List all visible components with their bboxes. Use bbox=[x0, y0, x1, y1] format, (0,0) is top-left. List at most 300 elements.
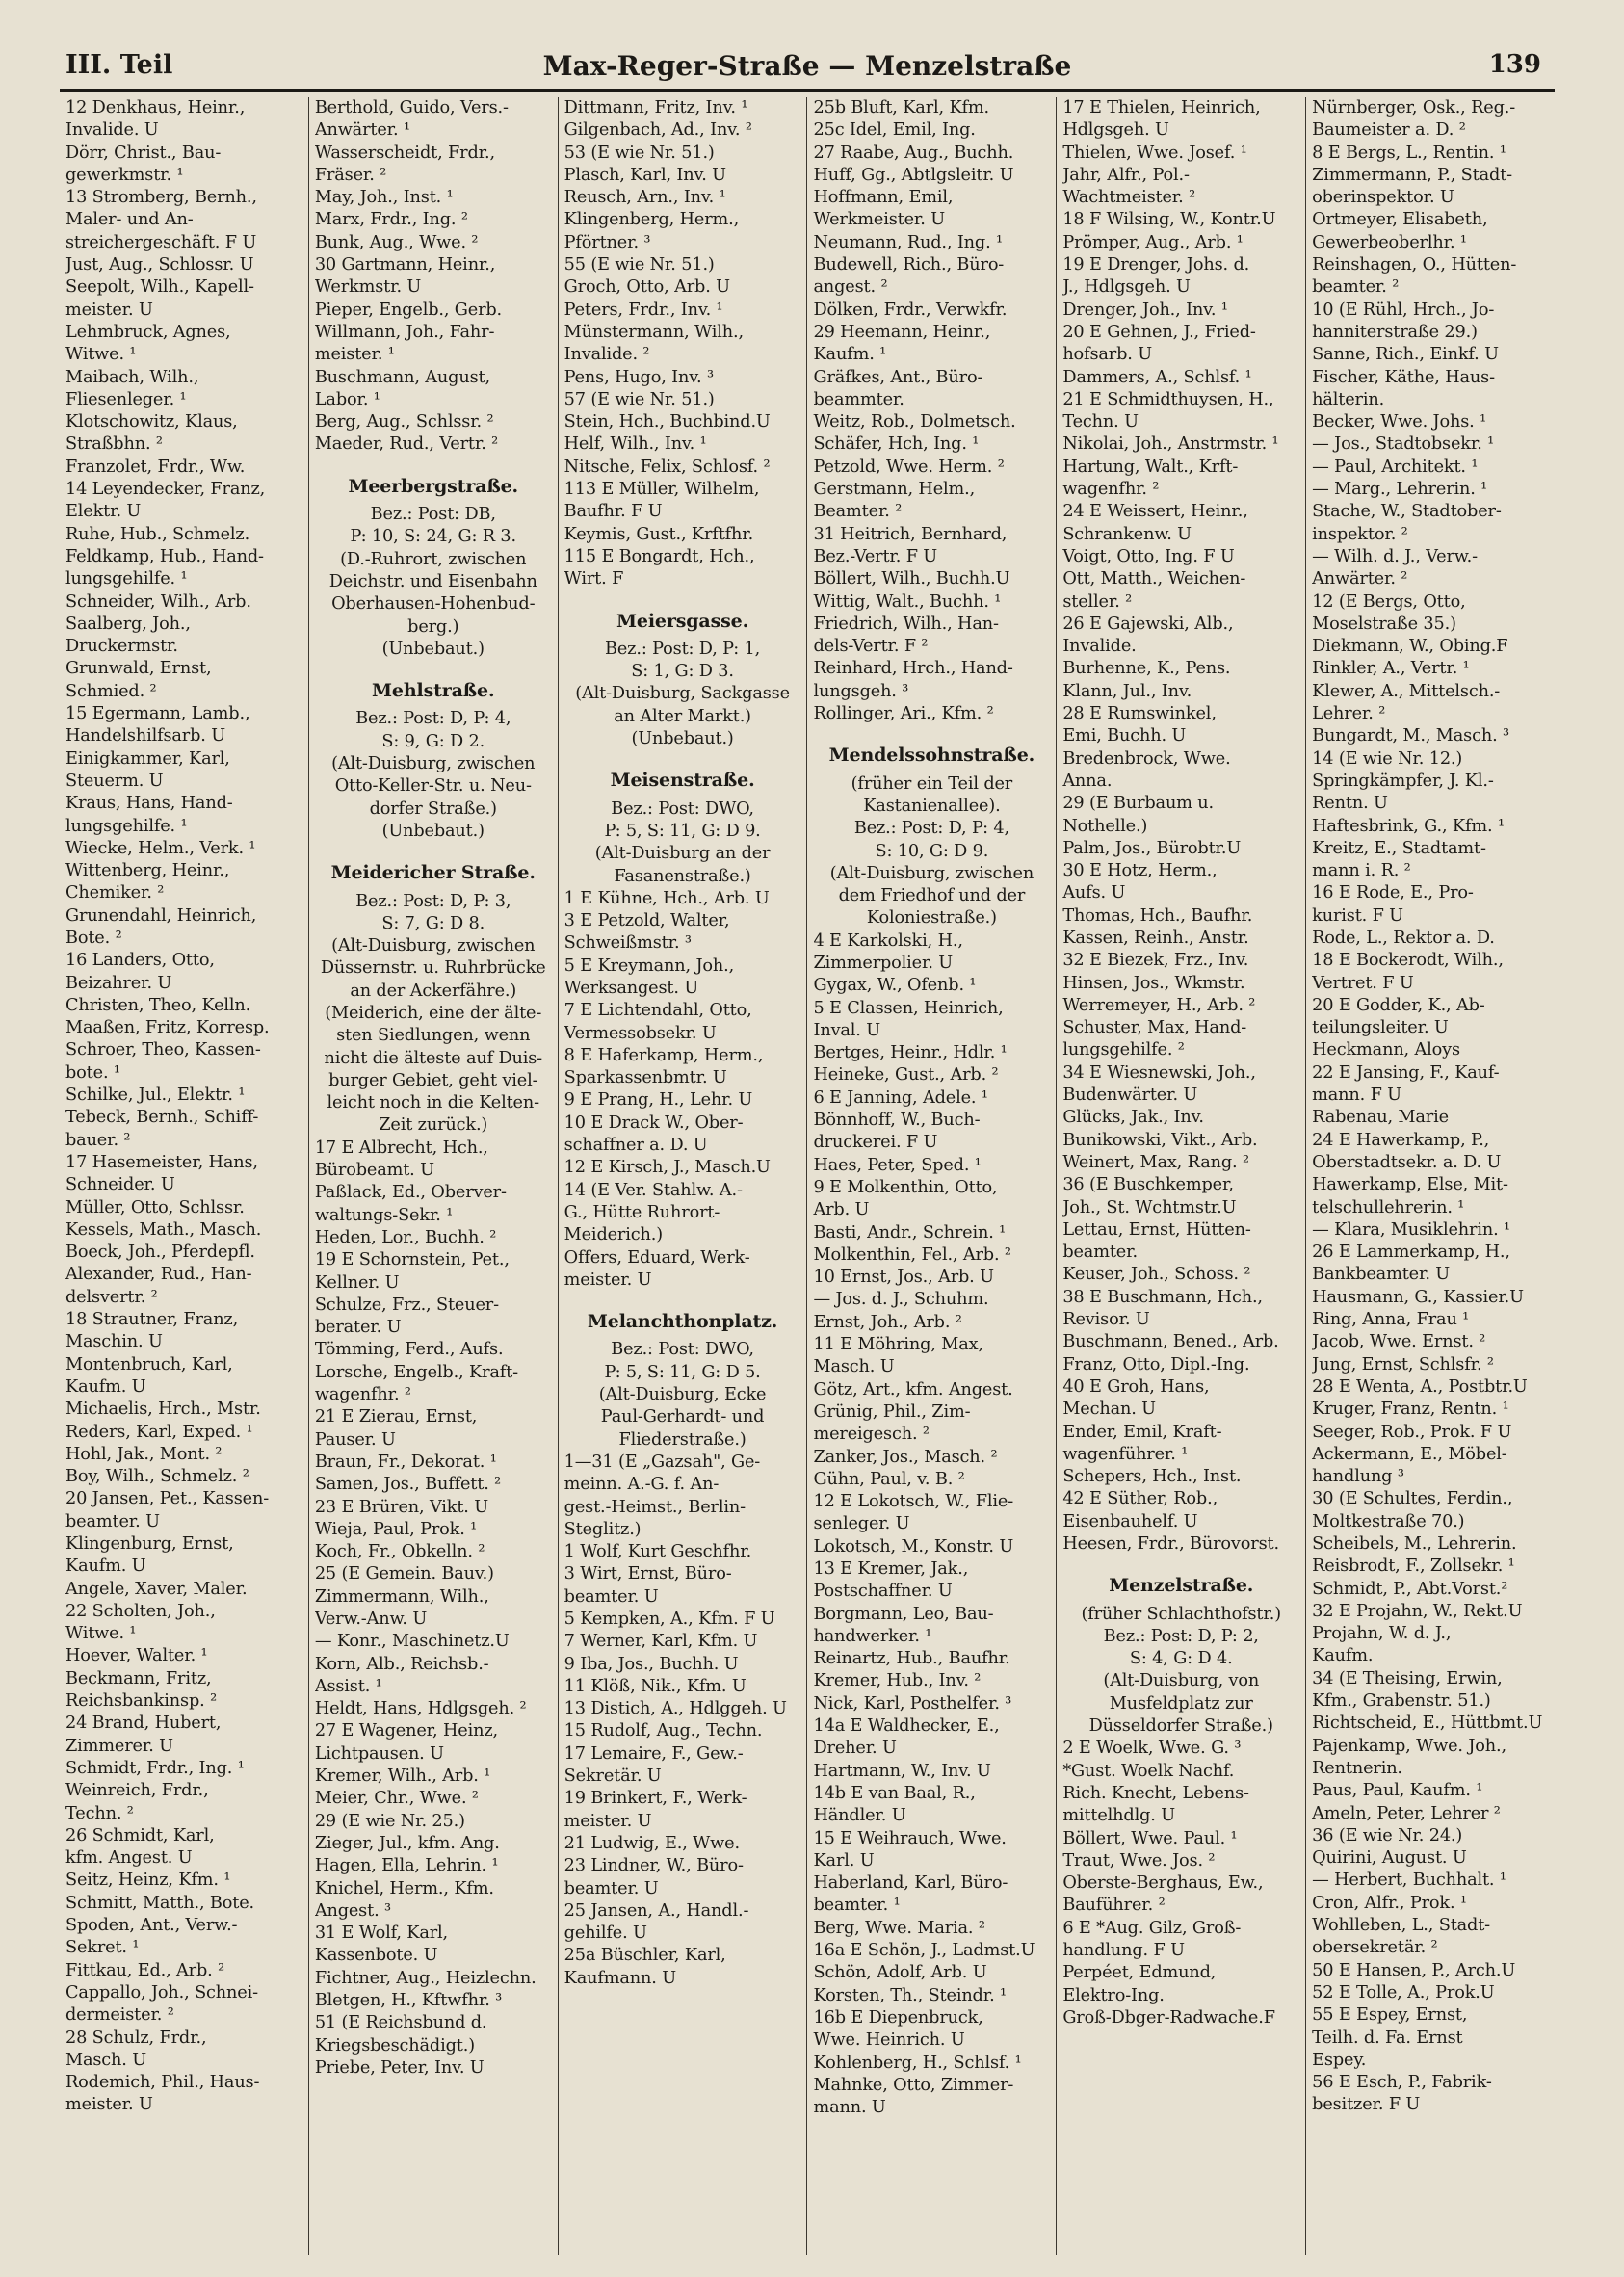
directory-entry: Zimmerer. U bbox=[65, 1736, 173, 1756]
directory-entry: Weitz, Rob., Dolmetsch. bbox=[813, 412, 1016, 432]
street-info: S: 9, G: D 2. bbox=[381, 731, 485, 751]
directory-entry: 25b Bluft, Karl, Kfm. bbox=[813, 98, 990, 118]
directory-entry: 55 (E wie Nr. 51.) bbox=[563, 255, 715, 275]
directory-entry: 34 E Wiesnewski, Joh., bbox=[1062, 1062, 1256, 1083]
directory-entry: 30 E Hotz, Herm., bbox=[1062, 861, 1218, 881]
directory-entry: Elektro-Ing. bbox=[1062, 1985, 1165, 2005]
directory-entry: — Jos. d. J., Schuhm. bbox=[813, 1290, 989, 1310]
directory-entry: Kaufmann. U bbox=[563, 1968, 676, 1988]
directory-entry: Korsten, Th., Steindr. ¹ bbox=[813, 1985, 1007, 2005]
directory-column-1 bbox=[60, 97, 309, 2255]
directory-entry: Nick, Karl, Posthelfer. ³ bbox=[813, 1693, 1012, 1714]
directory-entry: Händler. U bbox=[813, 1806, 906, 1826]
street-info: (früher ein Teil der bbox=[851, 773, 1013, 794]
directory-entry: Klewer, A., Mittelsch.- bbox=[1312, 681, 1501, 701]
directory-entry: Reichsbankinsp. ² bbox=[65, 1691, 218, 1712]
street-info: S: 10, G: D 9. bbox=[875, 841, 989, 861]
directory-entry: Masch. U bbox=[65, 2050, 146, 2070]
directory-entry: 21 E Zierau, Ernst, bbox=[314, 1407, 478, 1427]
directory-entry: handlung. F U bbox=[1062, 1941, 1185, 1961]
street-info: (Alt-Duisburg, Ecke bbox=[598, 1385, 767, 1405]
directory-entry: 14 (E Ver. Stahlw. A.- bbox=[563, 1180, 743, 1200]
directory-entry: Klotschowitz, Klaus, bbox=[65, 412, 238, 432]
directory-entry: Borgmann, Leo, Bau- bbox=[813, 1604, 994, 1624]
directory-entry: 18 F Wilsing, W., Kontr.U bbox=[1062, 210, 1276, 230]
directory-entry: Ameln, Peter, Lehrer ² bbox=[1312, 1803, 1501, 1823]
directory-entry: Schmidt, Frdr., Ing. ¹ bbox=[65, 1758, 245, 1778]
directory-entry: Invalide. ² bbox=[563, 345, 650, 365]
directory-entry: handwerker. ¹ bbox=[813, 1626, 932, 1646]
directory-entry: Werkmstr. U bbox=[314, 277, 422, 298]
directory-entry: hanniterstraße 29.) bbox=[1312, 322, 1478, 342]
directory-entry: — Paul, Architekt. ¹ bbox=[1312, 457, 1479, 477]
directory-entry: Reinshagen, O., Hütten- bbox=[1312, 255, 1517, 275]
directory-entry: Offers, Eduard, Werk- bbox=[563, 1247, 750, 1268]
directory-entry: Wohlleben, L., Stadt- bbox=[1312, 1916, 1491, 1936]
directory-entry: bote. ¹ bbox=[65, 1062, 120, 1083]
directory-entry: meister. ¹ bbox=[314, 345, 395, 365]
directory-entry: Kreitz, E., Stadtamt- bbox=[1312, 838, 1486, 858]
street-info: Fliederstraße.) bbox=[618, 1429, 747, 1450]
directory-entry: Werksangest. U bbox=[563, 978, 699, 998]
directory-entry: Anna. bbox=[1062, 771, 1113, 791]
directory-entry: Zimmermann, Wilh., bbox=[314, 1586, 489, 1607]
directory-entry: meister. U bbox=[65, 2095, 153, 2115]
directory-entry: Schön, Adolf, Arb. U bbox=[813, 1963, 987, 1983]
directory-entry: 12 Denkhaus, Heinr., bbox=[65, 98, 246, 118]
directory-entry: Hinsen, Jos., Wkmstr. bbox=[1062, 973, 1245, 993]
directory-entry: 20 E Godder, K., Ab- bbox=[1312, 995, 1485, 1015]
directory-entry: 115 E Bongardt, Hch., bbox=[563, 546, 755, 566]
directory-entry: Witwe. ¹ bbox=[65, 345, 137, 365]
directory-entry: Just, Aug., Schlossr. U bbox=[65, 255, 254, 275]
directory-entry: Ortmeyer, Elisabeth, bbox=[1312, 210, 1488, 230]
directory-entry: Cappallo, Joh., Schnei- bbox=[65, 1982, 258, 2002]
street-info: Bez.: Post: D, P: 4, bbox=[355, 709, 511, 729]
directory-entry: Haftesbrink, G., Kfm. ¹ bbox=[1312, 816, 1505, 836]
directory-entry: Thomas, Hch., Baufhr. bbox=[1062, 905, 1253, 926]
directory-entry: Hawerkamp, Else, Mit- bbox=[1312, 1175, 1508, 1195]
directory-entry: 113 E Müller, Wilhelm, bbox=[563, 480, 760, 500]
directory-entry: wagenfhr. ² bbox=[1062, 480, 1160, 500]
directory-entry: Verw.-Anw. U bbox=[314, 1610, 428, 1629]
directory-entry: 17 E Thielen, Heinrich, bbox=[1062, 98, 1261, 118]
directory-entry: Ruhe, Hub., Schmelz. bbox=[65, 524, 250, 544]
directory-entry: Arb. U bbox=[813, 1200, 870, 1220]
directory-entry: 28 Schulz, Frdr., bbox=[65, 2028, 207, 2048]
directory-entry: Götz, Art., kfm. Angest. bbox=[813, 1379, 1013, 1400]
directory-entry: Diekmann, W., Obing.F bbox=[1312, 637, 1508, 657]
directory-entry: Perpéet, Edmund, bbox=[1062, 1963, 1217, 1983]
directory-entry: Keuser, Joh., Schoss. ² bbox=[1062, 1265, 1251, 1285]
directory-entry: bauer. ² bbox=[65, 1130, 131, 1150]
directory-entry: Groch, Otto, Arb. U bbox=[563, 277, 730, 298]
directory-entry: Kellner. U bbox=[314, 1272, 400, 1293]
directory-entry: Kruger, Franz, Rentn. ¹ bbox=[1312, 1400, 1509, 1420]
directory-entry: 15 Egermann, Lamb., bbox=[65, 704, 250, 724]
street-info: (Alt-Duisburg, Sackgasse bbox=[575, 684, 790, 704]
directory-entry: Reders, Karl, Exped. ¹ bbox=[65, 1422, 253, 1442]
directory-entry: Budewell, Rich., Büro- bbox=[813, 255, 1005, 275]
directory-entry: Bertges, Heinr., Hdlr. ¹ bbox=[813, 1043, 1008, 1063]
directory-entry: Weinert, Max, Rang. ² bbox=[1062, 1152, 1249, 1172]
directory-entry: Becker, Wwe. Johs. ¹ bbox=[1312, 412, 1487, 432]
street-info: Bez.: Post: DWO, bbox=[611, 798, 754, 819]
directory-entry: Masch. U bbox=[813, 1357, 895, 1377]
directory-entry: Jacob, Wwe. Ernst. ² bbox=[1312, 1332, 1486, 1352]
directory-entry: beamter. U bbox=[563, 1586, 659, 1607]
directory-entry: 57 (E wie Nr. 51.) bbox=[563, 389, 715, 409]
directory-entry: Emi, Buchh. U bbox=[1062, 726, 1187, 746]
street-info: Fasanenstraße.) bbox=[614, 866, 751, 886]
directory-entry: beamter. ¹ bbox=[813, 1896, 901, 1916]
directory-entry: Schrankenw. U bbox=[1062, 524, 1192, 544]
directory-entry: hofsarb. U bbox=[1062, 345, 1152, 365]
directory-entry: Weinreich, Frdr., bbox=[65, 1781, 209, 1801]
directory-entry: Berthold, Guido, Vers.- bbox=[314, 98, 509, 118]
directory-entry: wagenfhr. ² bbox=[314, 1385, 411, 1405]
directory-entry: Hartung, Walt., Krft- bbox=[1062, 457, 1239, 477]
directory-entry: Bote. ² bbox=[65, 928, 122, 948]
directory-entry: Steglitz.) bbox=[563, 1519, 642, 1539]
directory-entry: Dreher. U bbox=[813, 1739, 897, 1759]
directory-entry: Inval. U bbox=[813, 1020, 881, 1040]
directory-entry: Pajenkamp, Wwe. Joh., bbox=[1312, 1736, 1506, 1756]
directory-entry: gehilfe. U bbox=[563, 1924, 647, 1944]
directory-entry: Kaufm. U bbox=[65, 1557, 146, 1577]
directory-entry: Reisbrodt, F., Zollsekr. ¹ bbox=[1312, 1557, 1515, 1577]
directory-entry: Ring, Anna, Frau ¹ bbox=[1312, 1310, 1470, 1330]
directory-entry: 12 E Lokotsch, W., Flie- bbox=[813, 1492, 1014, 1512]
directory-entry: Lehmbruck, Agnes, bbox=[65, 322, 231, 342]
directory-entry: mann. U bbox=[813, 2098, 886, 2118]
directory-entry: Kriegsbeschädigt.) bbox=[314, 2035, 475, 2055]
directory-entry: 5 Kempken, A., Kfm. F U bbox=[563, 1610, 775, 1629]
directory-entry: Straßbhn. ² bbox=[65, 434, 163, 455]
directory-entry: Revisor. U bbox=[1062, 1310, 1150, 1330]
directory-entry: 15 Rudolf, Aug., Techn. bbox=[563, 1721, 763, 1741]
directory-entry: Marx, Frdr., Ing. ² bbox=[314, 210, 468, 230]
street-info: Otto-Keller-Str. u. Neu- bbox=[334, 776, 532, 797]
directory-entry: Stein, Hch., Buchbind.U bbox=[563, 412, 771, 432]
directory-entry: 31 Heitrich, Bernhard, bbox=[813, 524, 1008, 544]
directory-entry: Bez.-Vertr. F U bbox=[813, 546, 938, 566]
directory-entry: Heesen, Frdr., Bürovorst. bbox=[1062, 1534, 1279, 1554]
directory-entry: 32 E Projahn, W., Rekt.U bbox=[1312, 1601, 1523, 1621]
directory-entry: 5 E Kreymann, Joh., bbox=[563, 955, 735, 976]
directory-entry: Grunwald, Ernst, bbox=[65, 659, 212, 679]
directory-entry: telschullehrerin. ¹ bbox=[1312, 1197, 1465, 1217]
directory-entry: Budenwärter. U bbox=[1062, 1086, 1198, 1106]
directory-entry: Rentnerin. bbox=[1312, 1758, 1402, 1778]
directory-entry: Hdlgsgeh. U bbox=[1062, 120, 1169, 141]
directory-entry: 19 E Drenger, Johs. d. bbox=[1062, 255, 1250, 275]
directory-entry: Mahnke, Otto, Zimmer- bbox=[813, 2075, 1014, 2095]
directory-entry: Klingenberg, Herm., bbox=[563, 210, 740, 230]
directory-entry: — Jos., Stadtobsekr. ¹ bbox=[1312, 434, 1495, 455]
directory-entry: 18 E Bockerodt, Wilh., bbox=[1312, 951, 1504, 971]
directory-entry: *Gust. Woelk Nachf. bbox=[1062, 1761, 1235, 1781]
directory-entry: Gewerbeoberlhr. ¹ bbox=[1312, 232, 1467, 252]
directory-entry: 19 Brinkert, F., Werk- bbox=[563, 1789, 747, 1809]
directory-entry: Fräser. ² bbox=[314, 165, 387, 185]
directory-entry: Buschmann, August, bbox=[314, 367, 490, 387]
directory-entry: Schulze, Frz., Steuer- bbox=[314, 1295, 499, 1315]
directory-entry: wagenführer. ¹ bbox=[1062, 1444, 1189, 1464]
directory-entry: 30 Gartmann, Heinr., bbox=[314, 255, 496, 275]
directory-entry: Zanker, Jos., Masch. ² bbox=[813, 1447, 998, 1467]
directory-entry: 25a Büschler, Karl, bbox=[563, 1946, 726, 1966]
directory-entry: Rinkler, A., Vertr. ¹ bbox=[1312, 659, 1470, 679]
directory-entry: Invalide. bbox=[1062, 637, 1137, 657]
street-info: Zeit zurück.) bbox=[379, 1115, 488, 1136]
directory-entry: streichergeschäft. F U bbox=[65, 232, 257, 252]
directory-entry: — Klara, Musiklehrin. ¹ bbox=[1312, 1219, 1510, 1240]
directory-entry: 9 E Molkenthin, Otto, bbox=[813, 1177, 998, 1197]
directory-entry: 8 E Haferkamp, Herm., bbox=[563, 1045, 764, 1065]
street-heading: Meisenstraße. bbox=[610, 770, 755, 792]
directory-entry: 28 E Rumswinkel, bbox=[1062, 704, 1217, 724]
directory-entry: Baumeister a. D. ² bbox=[1312, 120, 1466, 141]
directory-entry: Glücks, Jak., Inv. bbox=[1062, 1108, 1204, 1128]
directory-entry: Kaufm. bbox=[1312, 1646, 1374, 1666]
street-info: Kastanienallee). bbox=[863, 796, 1001, 816]
directory-entry: 29 (E wie Nr. 25.) bbox=[314, 1811, 465, 1831]
directory-entry: Ernst, Joh., Arb. ² bbox=[813, 1312, 962, 1332]
directory-entry: 15 E Weihrauch, Wwe. bbox=[813, 1828, 1007, 1848]
directory-entry: Reinartz, Hub., Baufhr. bbox=[813, 1649, 1010, 1669]
directory-entry: Dammers, A., Schlsf. ¹ bbox=[1062, 367, 1252, 387]
directory-entry: Gerstmann, Helm., bbox=[813, 480, 976, 500]
directory-entry: 10 (E Rühl, Hrch., Jo- bbox=[1312, 300, 1495, 320]
directory-entry: kfm. Angest. U bbox=[65, 1848, 193, 1869]
directory-entry: Elektr. U bbox=[65, 502, 142, 522]
directory-entry: Saalberg, Joh., bbox=[65, 614, 191, 634]
directory-entry: Jahr, Alfr., Pol.- bbox=[1062, 165, 1190, 185]
directory-entry: Maschin. U bbox=[65, 1332, 163, 1352]
directory-entry: Neumann, Rud., Ing. ¹ bbox=[813, 232, 1003, 252]
directory-entry: Schilke, Jul., Elektr. ¹ bbox=[65, 1086, 246, 1106]
street-info: Koloniestraße.) bbox=[866, 908, 997, 929]
directory-entry: meister. U bbox=[563, 1269, 652, 1290]
street-info: (Unbebaut.) bbox=[631, 729, 734, 749]
directory-entry: Plasch, Karl, Inv. U bbox=[563, 165, 726, 185]
directory-entry: 11 E Möhring, Max, bbox=[813, 1335, 983, 1355]
directory-entry: 11 Klöß, Nik., Kfm. U bbox=[563, 1676, 747, 1696]
directory-entry: Quirini, August. U bbox=[1312, 1848, 1467, 1869]
directory-entry: 13 Distich, A., Hdlggeh. U bbox=[563, 1699, 787, 1719]
directory-entry: Bungardt, M., Masch. ³ bbox=[1312, 726, 1509, 746]
directory-entry: 25 (E Gemein. Bauv.) bbox=[314, 1564, 494, 1584]
directory-entry: Tebeck, Bernh., Schiff- bbox=[65, 1108, 259, 1128]
directory-entry: 25 Jansen, A., Handl.- bbox=[563, 1900, 749, 1921]
directory-entry: Seepolt, Wilh., Kapell- bbox=[65, 277, 254, 298]
directory-entry: steller. ² bbox=[1062, 591, 1133, 612]
street-info: Bez.: Post: D, P: 1, bbox=[605, 639, 761, 659]
directory-entry: Thielen, Wwe. Josef. ¹ bbox=[1062, 143, 1247, 163]
street-info: leicht noch in die Kelten- bbox=[327, 1093, 539, 1113]
directory-entry: 13 Stromberg, Bernh., bbox=[65, 188, 257, 208]
directory-entry: Dörr, Christ., Bau- bbox=[65, 143, 222, 163]
directory-entry: Nürnberger, Osk., Reg.- bbox=[1312, 98, 1516, 118]
directory-entry: G., Hütte Ruhrort- bbox=[563, 1202, 720, 1222]
directory-entry: 8 E Bergs, L., Rentin. ¹ bbox=[1312, 143, 1506, 163]
directory-entry: 12 E Kirsch, J., Masch.U bbox=[563, 1158, 771, 1178]
directory-entry: Techn. U bbox=[1062, 412, 1139, 432]
directory-entry: Assist. ¹ bbox=[314, 1676, 382, 1696]
directory-entry: Fischer, Käthe, Haus- bbox=[1312, 367, 1495, 387]
directory-entry: Gygax, W., Ofenb. ¹ bbox=[813, 976, 977, 996]
directory-entry: Gräfkes, Ant., Büro- bbox=[813, 367, 983, 387]
directory-entry: 26 E Gajewski, Alb., bbox=[1062, 614, 1234, 634]
directory-entry: Ott, Matth., Weichen- bbox=[1062, 569, 1246, 589]
directory-entry: Steuerm. U bbox=[65, 771, 164, 791]
directory-entry: 6 E Janning, Adele. ¹ bbox=[813, 1087, 988, 1108]
directory-entry: Beckmann, Fritz, bbox=[65, 1668, 212, 1688]
street-info: burger Gebiet, geht viel- bbox=[328, 1070, 538, 1090]
directory-entry: mann i. R. ² bbox=[1312, 861, 1411, 881]
directory-entry: Espey. bbox=[1312, 2050, 1367, 2070]
street-info: P: 10, S: 24, G: R 3. bbox=[350, 527, 516, 547]
street-info: (Unbebaut.) bbox=[381, 821, 485, 841]
directory-entry: Pens, Hugo, Inv. ³ bbox=[563, 367, 714, 387]
directory-entry: 26 Schmidt, Karl, bbox=[65, 1825, 215, 1845]
directory-entry: Molkenthin, Fel., Arb. ² bbox=[813, 1244, 1011, 1265]
directory-entry: Berg, Wwe. Maria. ² bbox=[813, 1918, 985, 1938]
street-info: an Alter Markt.) bbox=[614, 706, 751, 726]
directory-entry: Schneider. U bbox=[65, 1175, 175, 1195]
directory-entry: Schuster, Max, Hand- bbox=[1062, 1018, 1247, 1038]
directory-entry: Kaufm. ¹ bbox=[813, 345, 887, 365]
directory-entry: 53 (E wie Nr. 51.) bbox=[563, 143, 715, 163]
directory-entry: Angele, Xaver, Maler. bbox=[65, 1579, 248, 1599]
directory-entry: Knichel, Herm., Kfm. bbox=[314, 1878, 494, 1898]
directory-entry: Heden, Lor., Buchh. ² bbox=[314, 1227, 497, 1247]
directory-entry: Tömming, Ferd., Aufs. bbox=[314, 1340, 504, 1360]
directory-entry: Teilh. d. Fa. Ernst bbox=[1312, 2028, 1463, 2048]
directory-entry: meister. U bbox=[563, 1811, 652, 1831]
street-info: Deichstr. und Eisenbahn bbox=[328, 571, 537, 591]
directory-entry: hälterin. bbox=[1312, 389, 1385, 409]
directory-entry: Lorsche, Engelb., Kraft- bbox=[314, 1362, 518, 1382]
street-info: dorfer Straße.) bbox=[369, 798, 497, 819]
page-number: 139 bbox=[1488, 50, 1541, 79]
street-info: Oberhausen-Hohenbud- bbox=[331, 594, 536, 615]
directory-entry: Fliesenleger. ¹ bbox=[65, 389, 187, 409]
directory-entry: Maeder, Rud., Vertr. ² bbox=[314, 434, 499, 455]
directory-entry: May, Joh., Inst. ¹ bbox=[314, 188, 454, 208]
directory-entry: Oberste-Berghaus, Ew., bbox=[1062, 1873, 1264, 1894]
directory-entry: Kremer, Wilh., Arb. ¹ bbox=[314, 1767, 491, 1787]
street-info: Bez.: Post: D, P: 4, bbox=[853, 819, 1009, 839]
directory-entry: 7 Werner, Karl, Kfm. U bbox=[563, 1632, 758, 1652]
directory-entry: Fichtner, Aug., Heizlechn. bbox=[314, 1968, 537, 1988]
directory-entry: Rich. Knecht, Lebens- bbox=[1062, 1783, 1249, 1803]
directory-entry: Prömper, Aug., Arb. ¹ bbox=[1062, 232, 1244, 252]
page-title: Max-Reger-Straße — Menzelstraße bbox=[542, 50, 1072, 82]
street-info: an der Ackerfähre.) bbox=[350, 981, 517, 1001]
street-info: Musfeldplatz zur bbox=[1109, 1693, 1253, 1714]
directory-entry: 5 E Classen, Heinrich, bbox=[813, 998, 1004, 1018]
directory-entry: 13 E Kremer, Jak., bbox=[813, 1559, 969, 1579]
directory-entry: Kassenbote. U bbox=[314, 1946, 438, 1966]
directory-entry: Maaßen, Fritz, Korresp. bbox=[65, 1018, 270, 1038]
directory-entry: 14 (E wie Nr. 12.) bbox=[1312, 748, 1463, 769]
directory-entry: Joh., St. Wchtmstr.U bbox=[1062, 1197, 1237, 1217]
directory-entry: Ackermann, E., Möbel- bbox=[1312, 1444, 1507, 1464]
directory-entry: Schmitt, Matth., Bote. bbox=[65, 1893, 254, 1913]
directory-entry: angest. ² bbox=[813, 277, 888, 298]
directory-entry: Baufhr. F U bbox=[563, 502, 663, 522]
directory-entry: 24 E Hawerkamp, P., bbox=[1312, 1130, 1490, 1150]
directory-entry: Pförtner. ³ bbox=[563, 232, 651, 252]
directory-entry: 16 E Rode, E., Pro- bbox=[1312, 883, 1474, 903]
directory-entry: Bunk, Aug., Wwe. ² bbox=[314, 232, 479, 252]
directory-entry: Kohlenberg, H., Schlsf. ¹ bbox=[813, 2053, 1022, 2073]
directory-entry: Schepers, Hch., Inst. bbox=[1062, 1467, 1242, 1487]
directory-entry: 36 (E Buschkemper, bbox=[1062, 1175, 1234, 1195]
directory-entry: 27 Raabe, Aug., Buchh. bbox=[813, 143, 1014, 163]
street-info: Paul-Gerhardt- und bbox=[600, 1407, 765, 1427]
directory-entry: 36 (E wie Nr. 24.) bbox=[1312, 1825, 1463, 1845]
directory-entry: beamter. U bbox=[563, 1878, 659, 1898]
directory-entry: Peters, Frdr., Inv. ¹ bbox=[563, 300, 723, 320]
directory-entry: Rentn. U bbox=[1312, 794, 1388, 814]
directory-entry: 3 Wirt, Ernst, Büro- bbox=[563, 1564, 732, 1584]
directory-entry: Heineke, Gust., Arb. ² bbox=[813, 1065, 999, 1086]
street-info: nicht die älteste auf Duis- bbox=[324, 1048, 543, 1068]
directory-entry: Schneider, Wilh., Arb. bbox=[65, 591, 251, 612]
directory-column-2 bbox=[309, 97, 559, 2255]
directory-entry: Schweißmstr. ³ bbox=[563, 933, 692, 954]
directory-entry: Petzold, Wwe. Herm. ² bbox=[813, 457, 1005, 477]
directory-entry: 10 E Drack W., Ober- bbox=[563, 1112, 744, 1133]
directory-entry: Mechan. U bbox=[1062, 1400, 1156, 1420]
directory-entry: 38 E Buschmann, Hch., bbox=[1062, 1287, 1263, 1307]
directory-entry: Schroer, Theo, Kassen- bbox=[65, 1040, 261, 1060]
directory-entry: Hagen, Ella, Lehrin. ¹ bbox=[314, 1856, 499, 1876]
directory-entry: Feldkamp, Hub., Hand- bbox=[65, 546, 264, 566]
directory-entry: 17 Hasemeister, Hans, bbox=[65, 1152, 258, 1172]
directory-entry: Montenbruch, Karl, bbox=[65, 1354, 233, 1374]
directory-entry: Witwe. ¹ bbox=[65, 1624, 137, 1644]
directory-entry: Böllert, Wwe. Paul. ¹ bbox=[1062, 1828, 1238, 1848]
directory-entry: 31 E Wolf, Karl, bbox=[314, 1924, 449, 1944]
directory-entry: Oberstadtsekr. a. D. U bbox=[1312, 1152, 1502, 1172]
directory-entry: Moltkestraße 70.) bbox=[1312, 1511, 1465, 1531]
directory-entry: Richtscheid, E., Hüttbmt.U bbox=[1312, 1714, 1543, 1734]
directory-entry: Spoden, Ant., Verw.- bbox=[65, 1916, 238, 1936]
directory-entry: Wiecke, Helm., Verk. ¹ bbox=[65, 838, 256, 858]
directory-entry: Bunikowski, Vikt., Arb. bbox=[1062, 1130, 1258, 1150]
directory-entry: Wasserscheidt, Frdr., bbox=[314, 143, 495, 163]
directory-entry: Pieper, Engelb., Gerb. bbox=[314, 300, 503, 320]
directory-entry: Karl. U bbox=[813, 1850, 875, 1871]
directory-entry: dermeister. ² bbox=[65, 2005, 174, 2026]
street-info: Düsseldorfer Straße.) bbox=[1088, 1716, 1273, 1737]
directory-entry: Fittkau, Ed., Arb. ² bbox=[65, 1960, 225, 1980]
directory-entry: obersekretär. ² bbox=[1312, 1938, 1438, 1958]
directory-entry: beamter. bbox=[1062, 1243, 1138, 1263]
street-heading: Mendelssohnstraße. bbox=[828, 745, 1035, 767]
directory-entry: mittelhdlg. U bbox=[1062, 1806, 1175, 1826]
directory-entry: Drenger, Joh., Inv. ¹ bbox=[1062, 300, 1228, 320]
directory-entry: delsvertr. ² bbox=[65, 1287, 158, 1307]
directory-entry: Ender, Emil, Kraft- bbox=[1062, 1422, 1222, 1442]
directory-entry: Koch, Fr., Obkelln. ² bbox=[314, 1542, 485, 1562]
directory-entry: 7 E Lichtendahl, Otto, bbox=[563, 1001, 752, 1021]
directory-entry: Keymis, Gust., Krftfhr. bbox=[563, 524, 754, 544]
